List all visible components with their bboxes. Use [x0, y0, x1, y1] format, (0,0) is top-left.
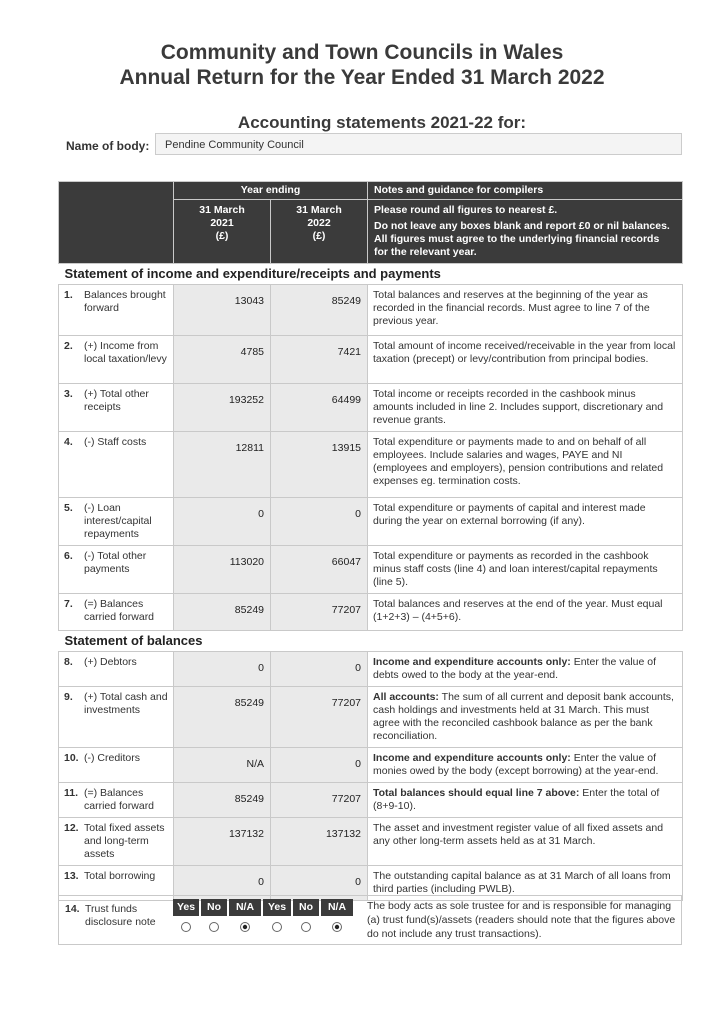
row-note-text: The outstanding capital balance as at 31 March of all loans from third parties (including PWLB).: [373, 870, 671, 895]
row-label: (=) Balances carried forward: [84, 598, 155, 623]
table-row: [59, 594, 683, 631]
table-row: [59, 783, 683, 818]
value-2022[interactable]: 0: [271, 498, 368, 546]
row-note-text: Total expenditure or payments made to and on behalf of all employees. Include salaries and wages, PAYE and NI (employees and employers), pension contributions and related expenses eg. termination costs.: [373, 436, 664, 487]
row-label-cell: [59, 336, 174, 384]
row-note-emphasis: All accounts:: [373, 691, 439, 703]
trust-funds-note: The body acts as sole trustee for and is responsible for managing (a) trust fund(s)/assets (readers should note that the figures above do not include any trust transactions).: [367, 900, 676, 940]
value-2022[interactable]: 137132: [271, 818, 368, 866]
row-number: 13.: [64, 870, 79, 882]
row-label-cell: [59, 748, 174, 783]
col-2021-line3: (£): [215, 230, 229, 242]
row-label-cell: [59, 687, 174, 748]
value-2022[interactable]: 0: [271, 866, 368, 901]
row-note-emphasis: Income and expenditure accounts only:: [373, 656, 571, 668]
radio-selected-icon[interactable]: [331, 921, 343, 933]
table-row: [59, 818, 683, 866]
value-2021[interactable]: 85249: [174, 594, 271, 631]
table-row: [59, 748, 683, 783]
row-label-cell: [59, 546, 174, 594]
col-2022-line1: 31 March: [296, 204, 342, 216]
table-row: [59, 687, 683, 748]
row-note-text: The asset and investment register value of all fixed assets and any other long-term assets held as at 31 March.: [373, 822, 664, 847]
row-label: (-) Total other payments: [84, 550, 147, 575]
row-label: Total fixed assets and long-term assets: [84, 822, 165, 860]
value-2021[interactable]: 0: [174, 498, 271, 546]
value-2022[interactable]: 13915: [271, 432, 368, 498]
section-heading-income: Statement of income and expenditure/receipts and payments: [59, 264, 683, 285]
row-note-text: Total amount of income received/receivable in the year from local taxation (precept) or levy/contribution from principal bodies.: [373, 340, 676, 365]
page-subtitle: Accounting statements 2021-22 for:: [237, 113, 527, 132]
row-label-cell: [59, 432, 174, 498]
row-number: 11.: [64, 787, 79, 799]
row-label-cell: [59, 783, 174, 818]
notes-line1: Please round all figures to nearest £.: [374, 204, 558, 216]
table-row: [59, 384, 683, 432]
value-2022[interactable]: 7421: [271, 336, 368, 384]
col-2021-line2: 2021: [210, 217, 234, 229]
table-row: [59, 546, 683, 594]
row-number: 5.: [64, 502, 73, 514]
page-title-line2: Annual Return for the Year Ended 31 March 2022: [119, 66, 605, 89]
col-2022-line3: (£): [312, 230, 326, 242]
value-2021[interactable]: 12811: [174, 432, 271, 498]
row-number: 2.: [64, 340, 73, 352]
row-note: [368, 498, 683, 546]
row-label: (-) Loan interest/capital repayments: [84, 502, 152, 540]
row-number: 10.: [64, 752, 79, 764]
row-number: 6.: [64, 550, 73, 562]
name-of-body-label: Name of body:: [66, 139, 150, 153]
notes-header: Notes and guidance for compilers: [368, 182, 683, 200]
radio-empty-icon[interactable]: [271, 921, 283, 933]
value-2021[interactable]: 85249: [174, 687, 271, 748]
trust-option-header: N/A: [321, 899, 353, 916]
value-2021[interactable]: 0: [174, 866, 271, 901]
radio-empty-icon[interactable]: [180, 921, 192, 933]
row-number: 1.: [64, 289, 73, 301]
row-note: [368, 783, 683, 818]
value-2022[interactable]: 66047: [271, 546, 368, 594]
row-note: [368, 818, 683, 866]
row-number: 4.: [64, 436, 73, 448]
row-label-cell: [59, 285, 174, 336]
row-note-text: Total expenditure or payments of capital and interest made during the year on external borrowing (if any).: [373, 502, 646, 527]
row-note-text: Enter the total of (8+9-10).: [373, 787, 660, 812]
row-note: [368, 384, 683, 432]
row-label-cell: [59, 818, 174, 866]
year-ending-header: Year ending: [174, 182, 368, 200]
row-label: (=) Balances carried forward: [84, 787, 155, 812]
row-label: (+) Income from local taxation/levy: [84, 340, 167, 365]
row-note-emphasis: Income and expenditure accounts only:: [373, 752, 571, 764]
row-label: (-) Creditors: [84, 752, 141, 764]
row-note: [368, 748, 683, 783]
trust-funds-label: [65, 903, 170, 929]
table-row: [59, 652, 683, 687]
table-row: [59, 432, 683, 498]
row-note-text: Enter the value of monies owed by the body (except borrowing) at the year-end.: [373, 752, 659, 777]
row-number: 8.: [64, 656, 73, 668]
row-note-text: Total balances and reserves at the beginning of the year as recorded in the financial records. Must agree to line 7 of the previous year.: [373, 289, 650, 327]
row-note-emphasis: Total balances should equal line 7 above:: [373, 787, 580, 799]
value-2022[interactable]: 85249: [271, 285, 368, 336]
table-row: [59, 285, 683, 336]
row-number: 9.: [64, 691, 73, 703]
section-heading-balances: Statement of balances: [59, 631, 683, 652]
table-row: [59, 498, 683, 546]
value-2021[interactable]: 0: [174, 652, 271, 687]
row-label-cell: [59, 652, 174, 687]
row-label-cell: [59, 594, 174, 631]
value-2021[interactable]: 137132: [174, 818, 271, 866]
trust-option-header: N/A: [229, 899, 261, 916]
value-2022[interactable]: 77207: [271, 687, 368, 748]
row-note-text: The sum of all current and deposit bank accounts, cash holdings and investments held at 31 March. This must agree with the reconciled cashbook balance as per the bank reconciliation.: [373, 691, 674, 742]
col-2021-line1: 31 March: [199, 204, 245, 216]
row-note-text: Enter the value of debts owed to the body at the year-end.: [373, 656, 657, 681]
row-label: (+) Debtors: [84, 656, 137, 668]
row-label-cell: [59, 498, 174, 546]
col-2021-header: [174, 200, 271, 264]
row-note: [368, 285, 683, 336]
trust-option-header: No: [293, 899, 319, 916]
value-2022[interactable]: 77207: [271, 783, 368, 818]
value-2022[interactable]: 0: [271, 652, 368, 687]
trust-funds-box: [58, 895, 682, 945]
notes-line2: Do not leave any boxes blank and report £0 or nil balances. All figures must agree to the underlying financial records for the relevant year.: [374, 220, 670, 258]
trust-funds-text: Trust funds disclosure note: [85, 903, 156, 928]
name-of-body-field[interactable]: Pendine Community Council: [155, 133, 682, 155]
trust-option-header: Yes: [173, 899, 199, 916]
row-label: (+) Total other receipts: [84, 388, 149, 413]
row-number: 7.: [64, 598, 73, 610]
col-2022-line2: 2022: [307, 217, 331, 229]
row-number: 3.: [64, 388, 73, 400]
value-2021[interactable]: 193252: [174, 384, 271, 432]
row-note-text: Total expenditure or payments as recorded in the cashbook minus staff costs (line 4) and loan interest/capital repayments (line 5).: [373, 550, 658, 588]
trust-option-header: No: [201, 899, 227, 916]
row-note: [368, 546, 683, 594]
value-2021[interactable]: 4785: [174, 336, 271, 384]
value-2021[interactable]: 113020: [174, 546, 271, 594]
row-label: (-) Staff costs: [84, 436, 147, 448]
value-2022[interactable]: 64499: [271, 384, 368, 432]
radio-empty-icon[interactable]: [208, 921, 220, 933]
row-label: (+) Total cash and investments: [84, 691, 168, 716]
row-label: Total borrowing: [84, 870, 156, 882]
row-note: [368, 687, 683, 748]
trust-funds-number: 14.: [65, 903, 80, 915]
row-number: 12.: [64, 822, 79, 834]
row-note: [368, 336, 683, 384]
row-note-text: Total balances and reserves at the end of the year. Must equal (1+2+3) – (4+5+6).: [373, 598, 663, 623]
radio-empty-icon[interactable]: [300, 921, 312, 933]
value-2022[interactable]: 0: [271, 748, 368, 783]
row-note: [368, 594, 683, 631]
header-blank-cell: [59, 182, 174, 264]
accounting-statements-table: [58, 181, 683, 901]
row-label-cell: [59, 384, 174, 432]
radio-selected-icon[interactable]: [239, 921, 251, 933]
value-2021[interactable]: 13043: [174, 285, 271, 336]
page-title-line1: Community and Town Councils in Wales: [160, 41, 564, 64]
value-2021[interactable]: 85249: [174, 783, 271, 818]
row-note-text: Total income or receipts recorded in the cashbook minus amounts included in line 2. Includes support, discretionary and revenue grants.: [373, 388, 664, 426]
notes-guidance: [368, 200, 683, 264]
value-2021[interactable]: N/A: [174, 748, 271, 783]
trust-option-header: Yes: [263, 899, 291, 916]
row-note: [368, 432, 683, 498]
table-row: [59, 336, 683, 384]
row-label: Balances brought forward: [84, 289, 166, 314]
value-2022[interactable]: 77207: [271, 594, 368, 631]
col-2022-header: [271, 200, 368, 264]
row-note: [368, 652, 683, 687]
